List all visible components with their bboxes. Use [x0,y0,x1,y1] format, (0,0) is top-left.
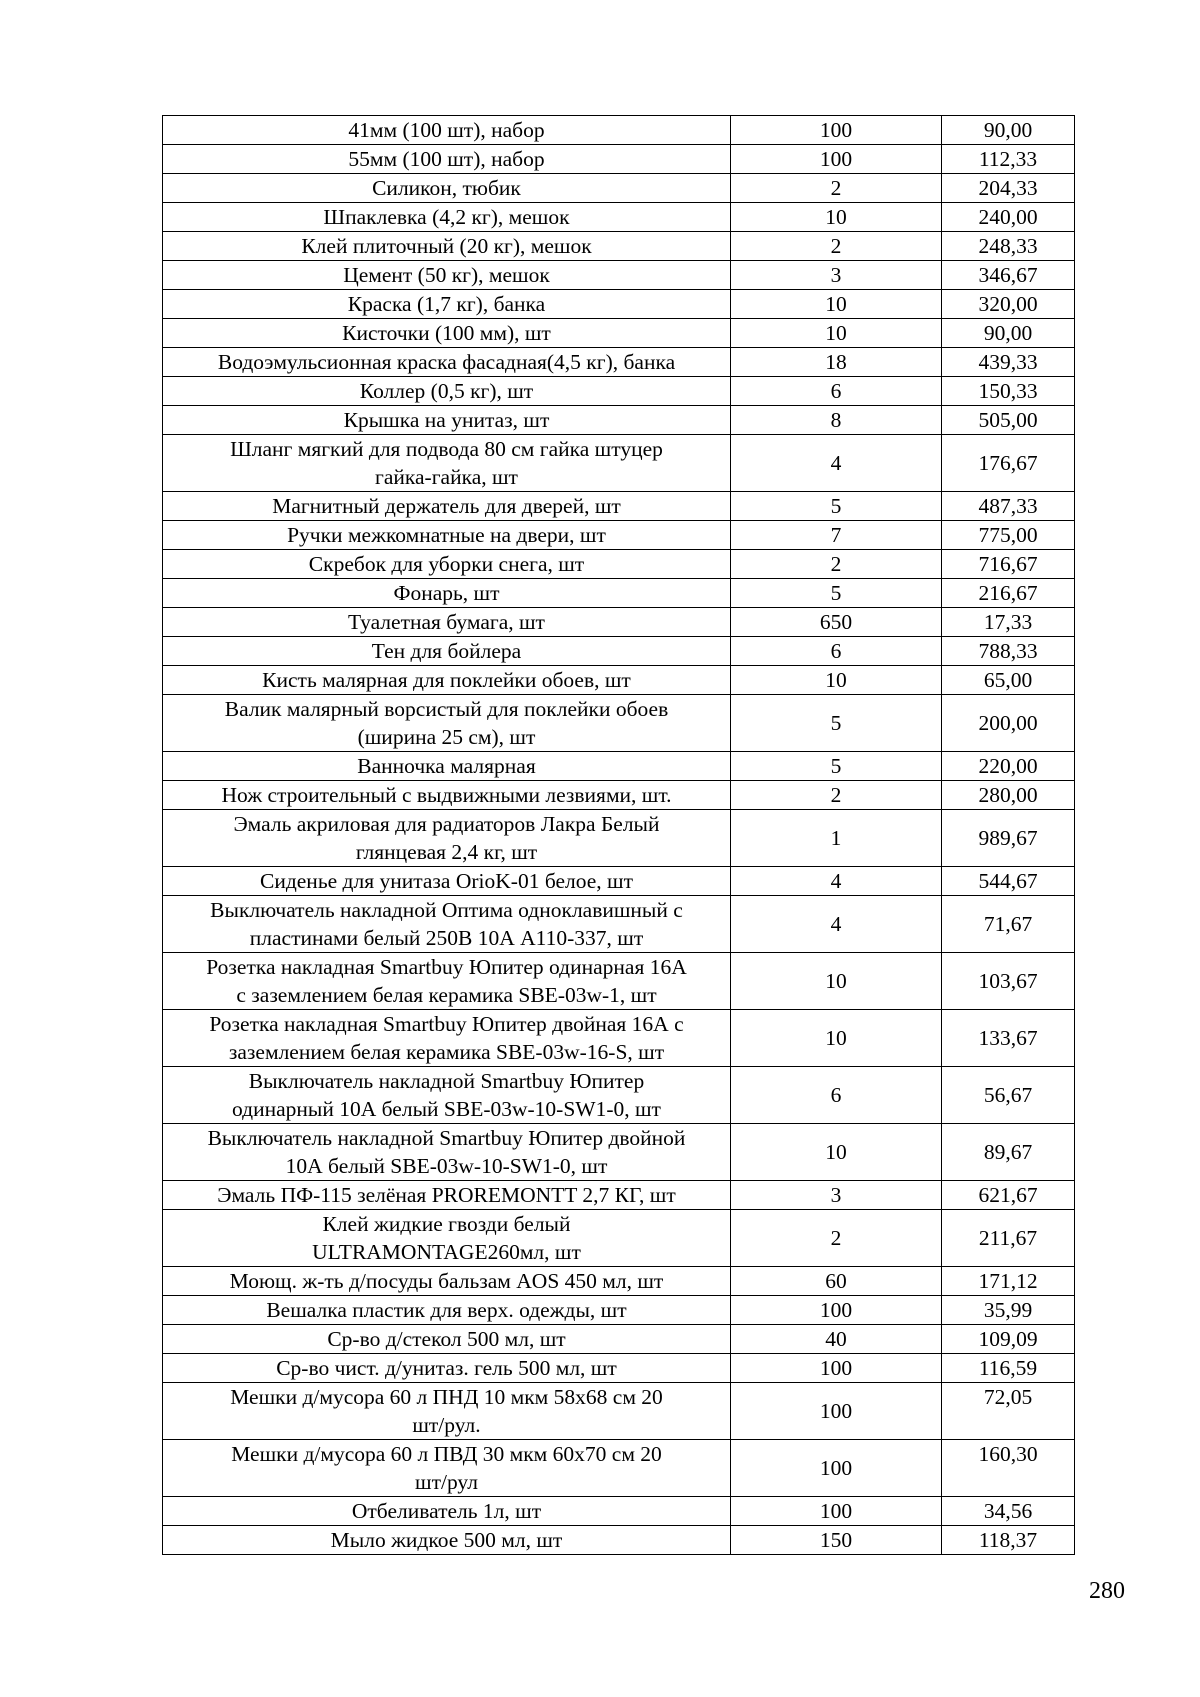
item-name-line: Моющ. ж-ть д/посуды бальзам AOS 450 мл, шт [229,1269,664,1293]
quantity-cell: 100 [731,1440,942,1497]
item-name-line: Туалетная бумага, шт [348,610,545,634]
item-name-line: Отбеливатель 1л, шт [351,1499,542,1523]
price-cell: 505,00 [942,406,1075,435]
item-name-cell [163,637,731,666]
table-row [163,492,1075,521]
table-row [163,1210,1075,1267]
price-cell: 109,09 [942,1325,1075,1354]
item-name-cell [163,579,731,608]
table-row [163,1354,1075,1383]
item-name-line: Розетка накладная Smartbuy Юпитер одинарная 16А [206,955,687,979]
item-name-cell [163,1440,731,1497]
table-row [163,145,1075,174]
quantity-cell: 100 [731,116,942,145]
item-name-cell [163,203,731,232]
table-row [163,608,1075,637]
item-name-line: Ср-во д/стекол 500 мл, шт [327,1327,566,1351]
price-cell: 90,00 [942,116,1075,145]
item-name-line: Скребок для уборки снега, шт [308,552,585,576]
item-name-line: Эмаль ПФ-115 зелёная PROREMONTT 2,7 КГ, шт [217,1183,676,1207]
quantity-cell: 10 [731,203,942,232]
item-name-line: Крышка на унитаз, шт [343,408,550,432]
item-name-line: Выключатель накладной Smartbuy Юпитер двойной [207,1126,686,1150]
quantity-cell: 10 [731,319,942,348]
quantity-cell: 2 [731,550,942,579]
price-cell: 133,67 [942,1010,1075,1067]
table-row [163,348,1075,377]
item-name-line: гайка-гайка, шт [375,465,518,489]
quantity-cell: 4 [731,896,942,953]
table-row [163,953,1075,1010]
table-row [163,521,1075,550]
item-name-line: Цемент (50 кг), мешок [343,263,550,287]
table-row [163,1010,1075,1067]
table-row [163,752,1075,781]
price-cell: 320,00 [942,290,1075,319]
item-name-cell [163,695,731,752]
item-name-line: Шланг мягкий для подвода 80 см гайка штуцер [230,437,663,461]
table-row [163,116,1075,145]
item-name-cell [163,608,731,637]
table-row [163,1440,1075,1497]
item-name-line: Выключатель накладной Оптима одноклавишный с [210,898,683,922]
item-name-line: Клей плиточный (20 кг), мешок [301,234,592,258]
quantity-cell: 2 [731,1210,942,1267]
price-cell: 240,00 [942,203,1075,232]
price-cell: 487,33 [942,492,1075,521]
table-row [163,1267,1075,1296]
price-cell: 211,67 [942,1210,1075,1267]
item-name-line: Клей жидкие гвозди белый [322,1212,571,1236]
price-cell: 220,00 [942,752,1075,781]
quantity-cell: 4 [731,435,942,492]
item-name-cell [163,1497,731,1526]
quantity-cell: 2 [731,174,942,203]
item-name-line: Фонарь, шт [393,581,500,605]
item-name-line: заземлением белая керамика SBE-03w-16-S, шт [228,1040,665,1064]
price-cell: 248,33 [942,232,1075,261]
item-name-cell [163,348,731,377]
table-row [163,290,1075,319]
quantity-cell: 8 [731,406,942,435]
table-row [163,1325,1075,1354]
item-name-cell [163,1325,731,1354]
item-name-line: шт/рул [415,1470,478,1494]
item-name-line: Сиденье для унитаза OrioK-01 белое, шт [259,869,634,893]
table-row [163,666,1075,695]
quantity-cell: 1 [731,810,942,867]
price-cell: 89,67 [942,1124,1075,1181]
quantity-cell: 3 [731,261,942,290]
price-cell: 160,30 [942,1440,1075,1497]
table-row [163,1067,1075,1124]
price-cell: 34,56 [942,1497,1075,1526]
item-name-line: Мешки д/мусора 60 л ПНД 10 мкм 58x68 см 20 [230,1385,663,1409]
quantity-cell: 100 [731,1354,942,1383]
item-name-line: глянцевая 2,4 кг, шт [355,840,538,864]
price-cell: 72,05 [942,1383,1075,1440]
price-cell: 90,00 [942,319,1075,348]
quantity-cell: 5 [731,695,942,752]
item-name-line: пластинами белый 250В 10А А110-337, шт [249,926,644,950]
price-cell: 439,33 [942,348,1075,377]
item-name-cell [163,810,731,867]
table-row [163,377,1075,406]
table-row [163,1296,1075,1325]
quantity-cell: 6 [731,637,942,666]
item-name-line: Шпаклевка (4,2 кг), мешок [323,205,570,229]
quantity-cell: 100 [731,145,942,174]
item-name-line: Тен для бойлера [371,639,522,663]
table-row [163,203,1075,232]
table-row [163,896,1075,953]
table-row [163,1383,1075,1440]
table-row [163,406,1075,435]
item-name-line: 55мм (100 шт), набор [348,147,545,171]
item-name-line: Силикон, тюбик [372,176,521,200]
price-cell: 544,67 [942,867,1075,896]
table-row [163,781,1075,810]
item-name-cell [163,550,731,579]
price-cell: 176,67 [942,435,1075,492]
item-name-cell [163,867,731,896]
item-name-cell [163,290,731,319]
quantity-cell: 100 [731,1296,942,1325]
item-name-line: Выключатель накладной Smartbuy Юпитер [248,1069,645,1093]
item-name-line: (ширина 25 см), шт [357,725,536,749]
item-name-line: шт/рул. [412,1413,481,1437]
item-name-line: 41мм (100 шт), набор [348,118,545,142]
price-cell: 280,00 [942,781,1075,810]
quantity-cell: 60 [731,1267,942,1296]
price-cell: 775,00 [942,521,1075,550]
item-name-line: Ванночка малярная [357,754,536,778]
price-cell: 116,59 [942,1354,1075,1383]
quantity-cell: 5 [731,579,942,608]
item-name-cell [163,377,731,406]
price-cell: 171,12 [942,1267,1075,1296]
table-row [163,1497,1075,1526]
price-cell: 204,33 [942,174,1075,203]
table-row [163,435,1075,492]
price-cell: 989,67 [942,810,1075,867]
item-name-line: Валик малярный ворсистый для поклейки обоев [224,697,669,721]
table-row [163,867,1075,896]
item-name-cell [163,1181,731,1210]
table-row [163,1181,1075,1210]
item-name-cell [163,666,731,695]
item-name-cell [163,1267,731,1296]
item-name-line: Кисть малярная для поклейки обоев, шт [262,668,631,692]
price-cell: 716,67 [942,550,1075,579]
item-name-cell [163,319,731,348]
item-name-line: Водоэмульсионная краска фасадная(4,5 кг), банка [217,350,676,374]
item-name-line: Краска (1,7 кг), банка [347,292,546,316]
quantity-cell: 2 [731,781,942,810]
item-name-cell [163,435,731,492]
quantity-cell: 40 [731,1325,942,1354]
item-name-line: одинарный 10А белый SBE-03w-10-SW1-0, шт [232,1097,661,1121]
table-row [163,261,1075,290]
item-name-line: Нож строительный с выдвижными лезвиями, шт. [221,783,672,807]
item-name-cell [163,406,731,435]
item-name-cell [163,1067,731,1124]
table-row [163,637,1075,666]
price-cell: 216,67 [942,579,1075,608]
item-name-line: Розетка накладная Smartbuy Юпитер двойная 16А с [209,1012,684,1036]
table-row [163,579,1075,608]
table-row [163,550,1075,579]
table-row [163,695,1075,752]
quantity-cell: 5 [731,752,942,781]
price-cell: 200,00 [942,695,1075,752]
item-name-cell [163,1124,731,1181]
item-name-cell [163,1383,731,1440]
item-name-line: с заземлением белая керамика SBE-03w-1, шт [236,983,657,1007]
price-cell: 150,33 [942,377,1075,406]
table-row [163,810,1075,867]
item-name-cell [163,1526,731,1555]
item-name-cell [163,261,731,290]
table-row [163,1124,1075,1181]
item-name-cell [163,116,731,145]
quantity-cell: 18 [731,348,942,377]
item-name-cell [163,896,731,953]
item-name-cell [163,953,731,1010]
quantity-cell: 10 [731,1124,942,1181]
quantity-cell: 150 [731,1526,942,1555]
item-name-cell [163,174,731,203]
price-cell: 56,67 [942,1067,1075,1124]
item-name-cell [163,1296,731,1325]
price-cell: 103,67 [942,953,1075,1010]
quantity-cell: 650 [731,608,942,637]
item-name-line: Кисточки (100 мм), шт [342,321,551,345]
quantity-cell: 100 [731,1383,942,1440]
quantity-cell: 6 [731,1067,942,1124]
price-cell: 71,67 [942,896,1075,953]
quantity-cell: 10 [731,953,942,1010]
quantity-cell: 3 [731,1181,942,1210]
quantity-cell: 5 [731,492,942,521]
price-cell: 112,33 [942,145,1075,174]
quantity-cell: 2 [731,232,942,261]
quantity-cell: 6 [731,377,942,406]
table-row [163,232,1075,261]
item-name-line: ULTRAMONTAGE260мл, шт [312,1240,581,1264]
item-name-line: Ср-во чист. д/унитаз. гель 500 мл, шт [276,1356,617,1380]
quantity-cell: 10 [731,290,942,319]
item-name-cell [163,781,731,810]
price-cell: 35,99 [942,1296,1075,1325]
quantity-cell: 10 [731,666,942,695]
item-name-line: Магнитный держатель для дверей, шт [272,494,621,518]
table-row [163,174,1075,203]
table-row [163,1526,1075,1555]
item-name-line: Эмаль акриловая для радиаторов Лакра Белый [233,812,660,836]
item-name-line: Мешки д/мусора 60 л ПВД 30 мкм 60x70 см 20 [231,1442,662,1466]
item-name-cell [163,1010,731,1067]
item-name-line: Вешалка пластик для верх. одежды, шт [266,1298,627,1322]
item-name-cell [163,232,731,261]
page-number: 280 [1089,1578,1125,1604]
item-name-line: Мыло жидкое 500 мл, шт [330,1528,563,1552]
item-name-line: 10А белый SBE-03w-10-SW1-0, шт [285,1154,608,1178]
item-name-cell [163,521,731,550]
table-row [163,319,1075,348]
item-name-line: Коллер (0,5 кг), шт [359,379,534,403]
item-name-cell [163,492,731,521]
price-cell: 65,00 [942,666,1075,695]
price-cell: 621,67 [942,1181,1075,1210]
item-name-cell [163,752,731,781]
quantity-cell: 7 [731,521,942,550]
item-name-cell [163,145,731,174]
item-name-line: Ручки межкомнатные на двери, шт [287,523,606,547]
price-cell: 346,67 [942,261,1075,290]
price-table [162,115,1075,1555]
price-cell: 118,37 [942,1526,1075,1555]
item-name-cell [163,1354,731,1383]
quantity-cell: 4 [731,867,942,896]
price-cell: 788,33 [942,637,1075,666]
quantity-cell: 10 [731,1010,942,1067]
item-name-cell [163,1210,731,1267]
price-cell: 17,33 [942,608,1075,637]
price-table-body [163,116,1075,1555]
quantity-cell: 100 [731,1497,942,1526]
